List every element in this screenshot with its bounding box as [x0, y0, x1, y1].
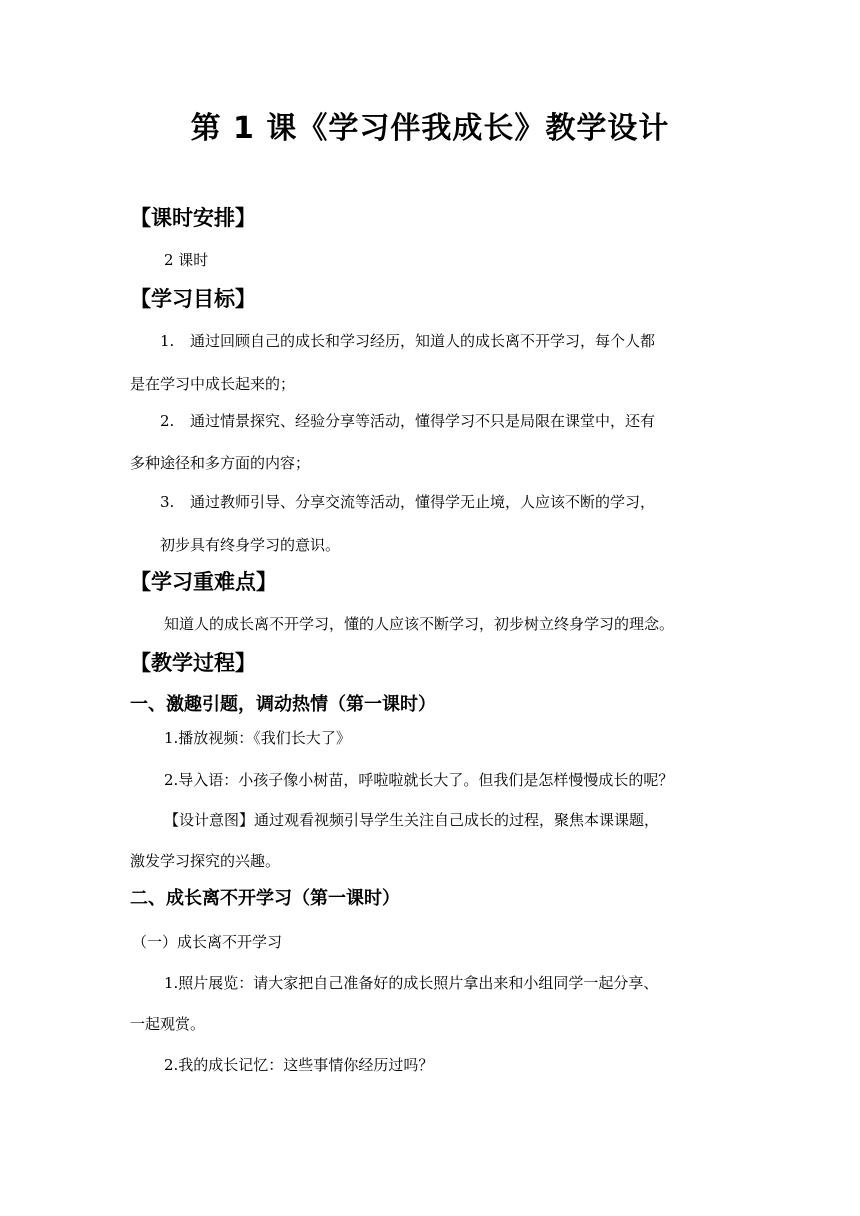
part1-intent-line2: 激发学习探究的兴趣。 [130, 852, 281, 870]
objective-item-3-number: 3. [160, 493, 175, 511]
part1-step1: 1.播放视频：《我们长大了》 [164, 729, 351, 747]
heading-key-points: 【学习重难点】 [130, 570, 277, 594]
document-title: 第 1 课《学习伴我成长》教学设计 [190, 111, 670, 146]
heading-schedule: 【课时安排】 [130, 206, 256, 230]
part2-step2: 2.我的成长记忆：这些事情你经历过吗？ [164, 1056, 434, 1074]
objective-item-2-text: 通过情景探究、经验分享等活动，懂得学习不只是局限在课堂中，还有 [190, 412, 656, 430]
part1-step2: 2.导入语：小孩子像小树苗，呼啦啦就长大了。但我们是怎样慢慢成长的呢？ [164, 771, 674, 789]
objective-item-2-number: 2. [160, 412, 175, 430]
objective-item-1-line1 [160, 328, 655, 354]
part1-title: 一、激趣引题，调动热情（第一课时） [130, 694, 436, 715]
objective-item-3-text: 通过教师引导、分享交流等活动，懂得学无止境，人应该不断的学习， [190, 493, 656, 511]
part1-intent-line1: 【设计意图】通过观看视频引导学生关注自己成长的过程，聚焦本课课题， [164, 811, 660, 829]
objective-item-2-line2: 多种途径和多方面的内容； [130, 454, 311, 472]
objective-item-2-line1 [160, 408, 655, 434]
heading-process: 【教学过程】 [130, 651, 256, 675]
objective-item-3-line2: 初步具有终身学习的意识。 [160, 536, 341, 554]
key-points-text: 知道人的成长离不开学习，懂的人应该不断学习，初步树立终身学习的理念。 [164, 615, 675, 633]
part2-step1-line2: 一起观赏。 [130, 1015, 206, 1033]
heading-objectives: 【学习目标】 [130, 287, 256, 311]
part2-subsection-1: （一）成长离不开学习 [132, 933, 283, 951]
objective-item-1-line2: 是在学习中成长起来的； [130, 375, 296, 393]
objective-item-1-text: 通过回顾自己的成长和学习经历，知道人的成长离不开学习，每个人都 [190, 332, 656, 350]
objective-item-1-number: 1. [160, 332, 175, 350]
objective-item-3-line1 [160, 489, 655, 515]
part2-title: 二、成长离不开学习（第一课时） [130, 888, 400, 909]
schedule-text: 2 课时 [164, 251, 209, 269]
part2-step1-line1: 1.照片展览：请大家把自己准备好的成长照片拿出来和小组同学一起分享、 [164, 974, 659, 992]
